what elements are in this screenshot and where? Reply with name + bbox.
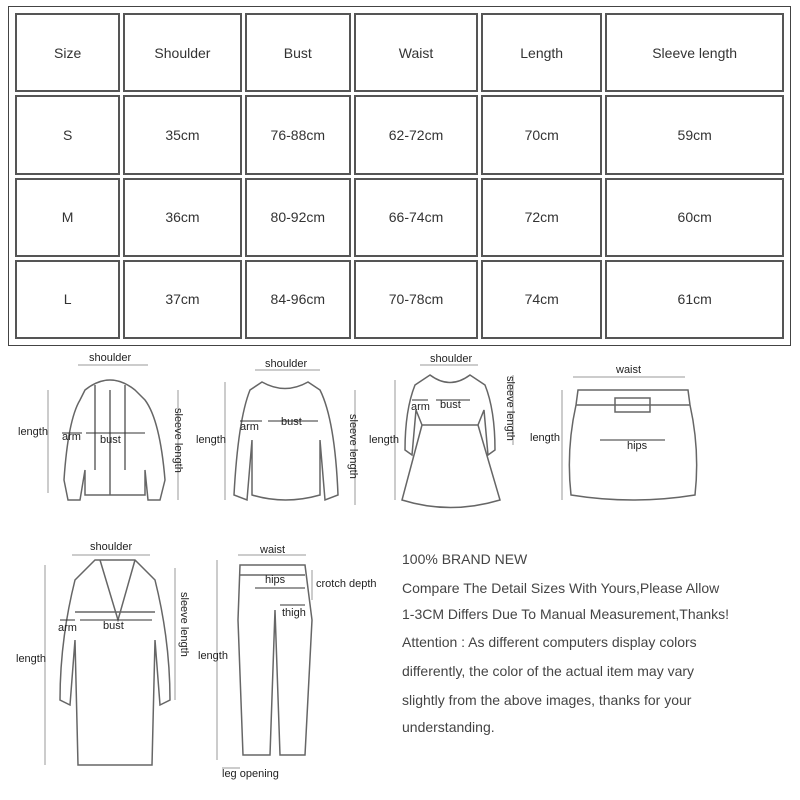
hoodie-arm-label: arm bbox=[62, 431, 81, 443]
note-line: Compare The Detail Sizes With Yours,Please Allow bbox=[402, 580, 720, 596]
table-cell: 70-78cm bbox=[354, 260, 478, 339]
dress-shoulder-label: shoulder bbox=[430, 353, 473, 365]
pants-crotch-label: crotch depth bbox=[316, 578, 377, 590]
note-line: differently, the color of the actual item may vary bbox=[402, 663, 695, 679]
coat-length-label: length bbox=[16, 653, 46, 665]
pants-drawing bbox=[238, 565, 312, 755]
coat-sleeve-label: sleeve length bbox=[178, 592, 190, 657]
table-cell: 74cm bbox=[481, 260, 602, 339]
table-cell: 80-92cm bbox=[245, 178, 351, 257]
table-cell: 84-96cm bbox=[245, 260, 351, 339]
note-line: 1-3CM Differs Due To Manual Measurement,Thanks! bbox=[402, 606, 730, 622]
note-line: Attention : As different computers display colors bbox=[402, 634, 697, 650]
table-cell: L bbox=[15, 260, 120, 339]
skirt-length-label: length bbox=[530, 432, 560, 444]
table-cell: 70cm bbox=[481, 95, 602, 174]
pants-hips-label: hips bbox=[265, 574, 286, 586]
dress-sleeve-label: sleeve length bbox=[504, 376, 516, 441]
table-cell: 60cm bbox=[605, 178, 784, 257]
table-cell: 72cm bbox=[481, 178, 602, 257]
table-cell: S bbox=[15, 95, 120, 174]
sweater-shoulder-label: shoulder bbox=[265, 358, 308, 370]
table-cell: 35cm bbox=[123, 95, 241, 174]
dress-length-label: length bbox=[369, 434, 399, 446]
sweater-arm-label: arm bbox=[240, 421, 259, 433]
table-cell: 76-88cm bbox=[245, 95, 351, 174]
column-header: Sleeve length bbox=[605, 13, 784, 92]
column-header: Shoulder bbox=[123, 13, 241, 92]
column-header: Bust bbox=[245, 13, 351, 92]
pants-thigh-label: thigh bbox=[282, 607, 306, 619]
dress-bust-label: bust bbox=[440, 399, 461, 411]
coat-drawing bbox=[60, 560, 170, 765]
table-cell: 66-74cm bbox=[354, 178, 478, 257]
pants-leg-label: leg opening bbox=[222, 768, 279, 780]
hoodie-shoulder-label: shoulder bbox=[89, 352, 132, 364]
note-line: slightly from the above images, thanks for your bbox=[402, 692, 692, 708]
column-header: Size bbox=[15, 13, 120, 92]
hoodie-sleeve-label: sleeve length bbox=[172, 408, 184, 473]
sweater-length-label: length bbox=[196, 434, 226, 446]
sweater-drawing bbox=[234, 382, 338, 500]
dress-arm-label: arm bbox=[411, 401, 430, 413]
note-line: understanding. bbox=[402, 719, 495, 735]
table-cell: 36cm bbox=[123, 178, 241, 257]
table-cell: 61cm bbox=[605, 260, 784, 339]
pants-waist-label: waist bbox=[260, 544, 286, 556]
skirt-waist-label: waist bbox=[616, 364, 642, 376]
table-cell: 59cm bbox=[605, 95, 784, 174]
coat-shoulder-label: shoulder bbox=[90, 541, 133, 553]
hoodie-length-label: length bbox=[18, 426, 48, 438]
hoodie-bust-label: bust bbox=[100, 434, 121, 446]
column-header: Waist bbox=[354, 13, 478, 92]
table-cell: M bbox=[15, 178, 120, 257]
coat-arm-label: arm bbox=[58, 622, 77, 634]
skirt-hips-label: hips bbox=[627, 440, 648, 452]
column-header: Length bbox=[481, 13, 602, 92]
table-cell: 37cm bbox=[123, 260, 241, 339]
pants-length-label: length bbox=[198, 650, 228, 662]
sweater-bust-label: bust bbox=[281, 416, 302, 428]
sweater-sleeve-label: sleeve length bbox=[347, 414, 359, 479]
coat-bust-label: bust bbox=[103, 620, 124, 632]
dress-drawing bbox=[402, 375, 500, 508]
note-line: 100% BRAND NEW bbox=[402, 551, 528, 567]
table-cell: 62-72cm bbox=[354, 95, 478, 174]
